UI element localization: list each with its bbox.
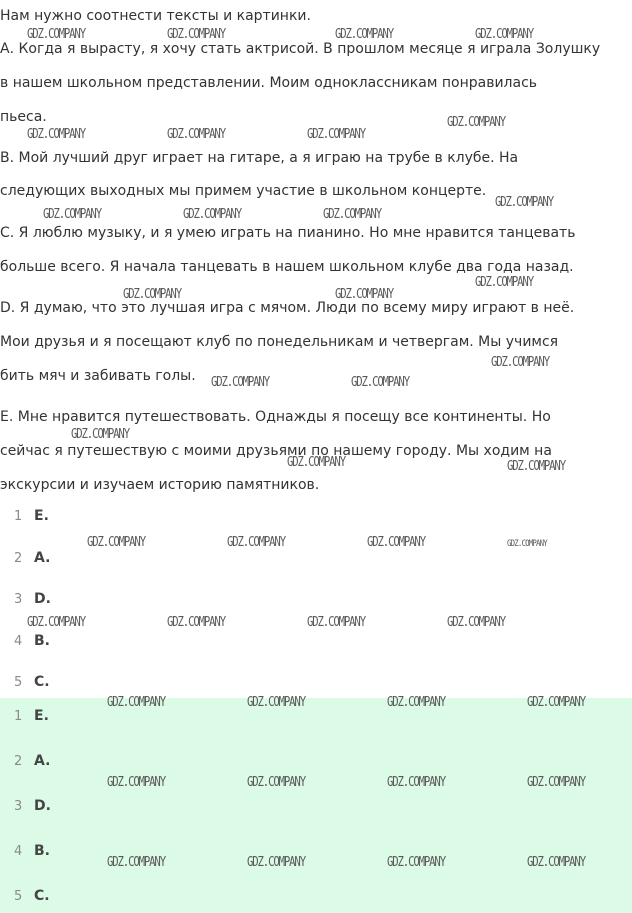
paragraph-c-line-1: C. Я люблю музыку, и я умею играть на пианино. Но мне нравится танцевать <box>0 225 576 241</box>
watermark: GDZ.COMPANY <box>335 287 393 302</box>
answer-number: 4 <box>14 844 23 859</box>
watermark: GDZ.COMPANY <box>335 27 393 42</box>
answer-letter: B. <box>34 843 50 859</box>
watermark: GDZ.COMPANY <box>447 115 505 130</box>
watermark: GDZ.COMPANY <box>27 615 85 630</box>
watermark: GDZ.COMPANY <box>527 695 585 710</box>
paragraph-a-line-2: в нашем школьном представлении. Моим одноклассникам понравилась <box>0 75 538 91</box>
watermark: GDZ.COMPANY <box>307 615 365 630</box>
answer-letter: D. <box>34 798 51 814</box>
watermark: GDZ.COMPANY <box>167 615 225 630</box>
watermark: GDZ.COMPANY <box>387 775 445 790</box>
answer-letter: D. <box>34 591 51 607</box>
paragraph-a-line-3: пьеса. <box>0 109 47 125</box>
watermark: GDZ.COMPANY <box>507 459 565 474</box>
watermark: GDZ.COMPANY <box>527 775 585 790</box>
paragraph-c-line-2: больше всего. Я начала танцевать в нашем школьном клубе два года назад. <box>0 259 574 275</box>
answer-number: 3 <box>14 592 23 607</box>
task-heading: Нам нужно соотнести тексты и картинки. <box>0 8 311 24</box>
answer-letter: A. <box>34 550 51 566</box>
watermark: GDZ.COMPANY <box>351 375 409 390</box>
answer-letter: E. <box>34 708 49 724</box>
watermark: GDZ.COMPANY <box>167 27 225 42</box>
answer-highlight-panel <box>0 698 632 913</box>
paragraph-d-line-3: бить мяч и забивать голы. <box>0 368 196 384</box>
paragraph-b-line-2: следующих выходных мы примем участие в школьном концерте. <box>0 183 487 199</box>
watermark: GDZ.COMPANY <box>123 287 181 302</box>
watermark: GDZ.COMPANY <box>527 855 585 870</box>
watermark: GDZ.COMPANY <box>71 427 129 442</box>
watermark: GDZ.COMPANY <box>307 127 365 142</box>
paragraph-e-line-3: экскурсии и изучаем историю памятников. <box>0 477 320 493</box>
answer-letter: E. <box>34 508 49 524</box>
paragraph-d-line-2: Мои друзья и я посещают клуб по понедельникам и четвергам. Мы учимся <box>0 334 559 350</box>
watermark: GDZ.COMPANY <box>387 855 445 870</box>
watermark: GDZ.COMPANY <box>43 207 101 222</box>
paragraph-e-line-2: сейчас я путешествую с моими друзьями по нашему городу. Мы ходим на <box>0 443 552 459</box>
paragraph-b-line-1: B. Мой лучший друг играет на гитаре, а я играю на трубе в клубе. На <box>0 150 519 166</box>
watermark: GDZ.COMPANY <box>447 615 505 630</box>
watermark: GDZ.COMPANY <box>491 355 549 370</box>
watermark: GDZ.COMPANY <box>27 127 85 142</box>
paragraph-e-line-1: E. Мне нравится путешествовать. Однажды я посещу все континенты. Но <box>0 409 551 425</box>
watermark: GDZ.COMPANY <box>507 539 547 549</box>
watermark: GDZ.COMPANY <box>107 855 165 870</box>
watermark: GDZ.COMPANY <box>107 775 165 790</box>
answer-number: 5 <box>14 889 23 904</box>
watermark: GDZ.COMPANY <box>167 127 225 142</box>
answer-number: 2 <box>14 551 23 566</box>
answer-number: 4 <box>14 634 23 649</box>
watermark: GDZ.COMPANY <box>287 455 345 470</box>
answer-number: 1 <box>14 709 23 724</box>
watermark: GDZ.COMPANY <box>475 275 533 290</box>
answer-letter: C. <box>34 888 50 904</box>
answer-number: 5 <box>14 675 23 690</box>
watermark: GDZ.COMPANY <box>247 775 305 790</box>
answer-number: 2 <box>14 754 23 769</box>
answer-letter: A. <box>34 753 51 769</box>
watermark: GDZ.COMPANY <box>323 207 381 222</box>
watermark: GDZ.COMPANY <box>247 695 305 710</box>
answer-number: 3 <box>14 799 23 814</box>
watermark: GDZ.COMPANY <box>87 535 145 550</box>
watermark: GDZ.COMPANY <box>183 207 241 222</box>
paragraph-d-line-1: D. Я думаю, что это лучшая игра с мячом. Люди по всему миру играют в неё. <box>0 300 575 316</box>
watermark: GDZ.COMPANY <box>475 27 533 42</box>
watermark: GDZ.COMPANY <box>367 535 425 550</box>
answer-letter: B. <box>34 633 50 649</box>
answer-letter: C. <box>34 674 50 690</box>
watermark: GDZ.COMPANY <box>27 27 85 42</box>
watermark: GDZ.COMPANY <box>247 855 305 870</box>
watermark: GDZ.COMPANY <box>387 695 445 710</box>
answer-number: 1 <box>14 509 23 524</box>
watermark: GDZ.COMPANY <box>211 375 269 390</box>
watermark: GDZ.COMPANY <box>495 195 553 210</box>
paragraph-a-line-1: А. Когда я вырасту, я хочу стать актрисой. В прошлом месяце я играла Золушку <box>0 41 601 57</box>
watermark: GDZ.COMPANY <box>227 535 285 550</box>
watermark: GDZ.COMPANY <box>107 695 165 710</box>
